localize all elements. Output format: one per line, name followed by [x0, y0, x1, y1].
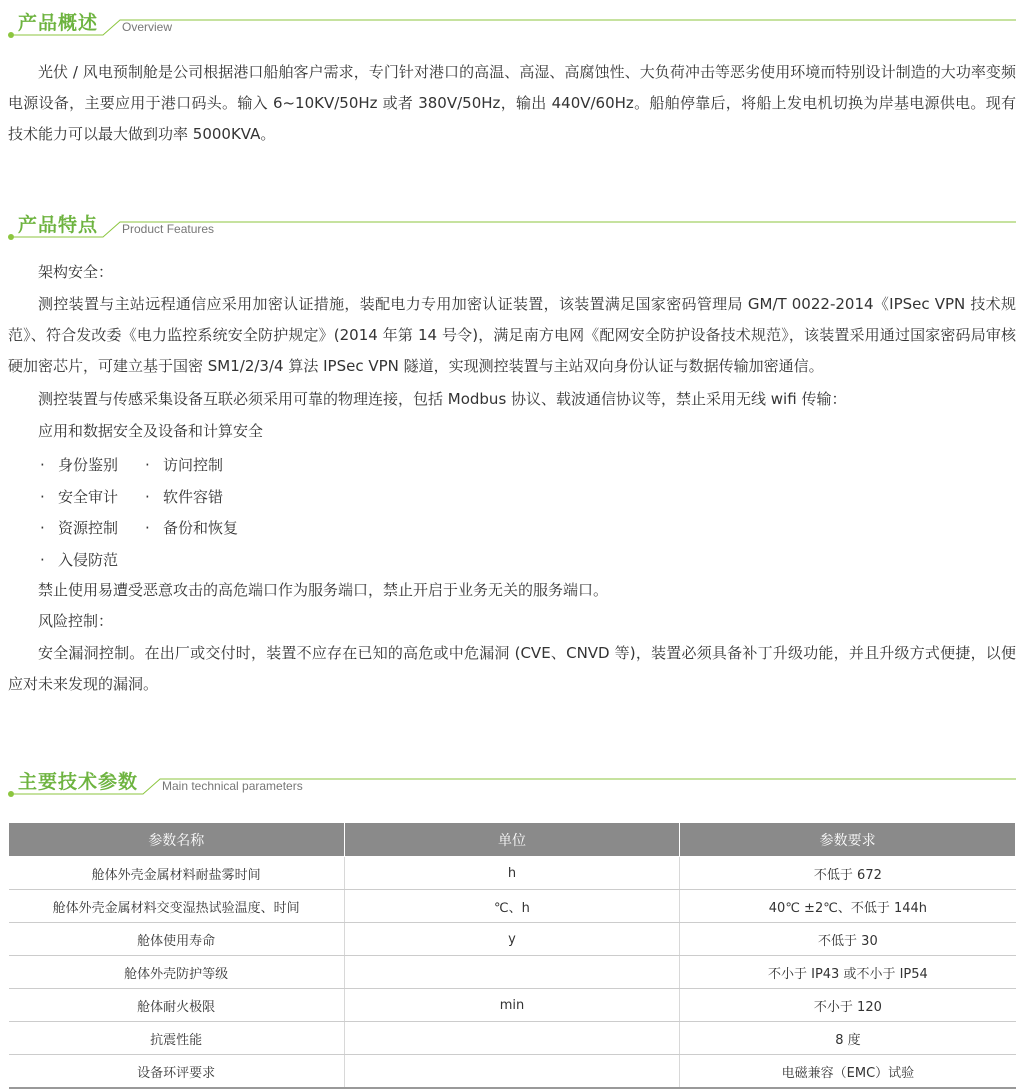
header-unit: 单位 [344, 823, 680, 857]
app-heading: 应用和数据安全及设备和计算安全 [38, 422, 264, 440]
table-row [9, 1055, 1016, 1089]
header-param-name: 参数名称 [9, 823, 345, 857]
overview-dot [8, 32, 14, 38]
param-requirement: 不低于 672 [680, 857, 1016, 890]
table-row [9, 857, 1016, 890]
param-unit: y [344, 923, 680, 956]
param-requirement: 不低于 30 [680, 923, 1016, 956]
params-header-line [0, 767, 1024, 799]
params-dot [8, 791, 14, 797]
bullet-item: · 身份鉴别 [40, 456, 119, 474]
overview-paragraph-block [8, 57, 1016, 150]
param-requirement: 8 度 [680, 1022, 1016, 1055]
overview-header [0, 8, 1024, 38]
bullet-item: · 软件容错 [145, 488, 224, 506]
params-subtitle: Main technical parameters [162, 779, 303, 793]
param-requirement: 40℃ ±2℃、不低于 144h [680, 890, 1016, 923]
risk-para-block [8, 638, 1016, 700]
param-name: 抗震性能 [9, 1022, 345, 1055]
bullet-mark: · [145, 488, 150, 506]
param-unit: min [344, 989, 680, 1022]
header-requirement: 参数要求 [680, 823, 1016, 857]
param-unit: h [344, 857, 680, 890]
table-header-row [9, 823, 1016, 857]
table-row [9, 956, 1016, 989]
param-name: 舱体使用寿命 [9, 923, 345, 956]
table-row [9, 1022, 1016, 1055]
bullet-item: · 安全审计 [40, 488, 119, 506]
bullet-item: · 访问控制 [145, 456, 224, 474]
param-requirement: 电磁兼容（EMC）试验 [680, 1055, 1016, 1089]
bullet-mark: · [40, 456, 45, 474]
param-name: 舱体外壳金属材料交变湿热试验温度、时间 [9, 890, 345, 923]
risk-paragraph: 安全漏洞控制。在出厂或交付时，装置不应存在已知的高危或中危漏洞 (CVE、CNVD 等)，装置必须具备补丁升级功能，并且升级方式便捷，以便应对未来发现的漏洞。 [8, 644, 1016, 693]
table-row [9, 989, 1016, 1022]
param-unit [344, 1022, 680, 1055]
param-requirement: 不小于 IP43 或不小于 IP54 [680, 956, 1016, 989]
param-unit: ℃、h [344, 890, 680, 923]
params-table [8, 822, 1016, 1089]
param-unit [344, 956, 680, 989]
param-name: 舱体外壳防护等级 [9, 956, 345, 989]
params-title: 主要技术参数 [18, 771, 139, 793]
bullet-item: · 资源控制 [40, 519, 119, 537]
table-row [9, 923, 1016, 956]
ports-text: 禁止使用易遭受恶意攻击的高危端口作为服务端口，禁止开启于业务无关的服务端口。 [38, 581, 609, 599]
bullet-mark: · [40, 551, 45, 569]
param-name: 舱体外壳金属材料耐盐雾时间 [9, 857, 345, 890]
features-header [0, 210, 1024, 240]
param-requirement: 不小于 120 [680, 989, 1016, 1022]
bullet-mark: · [40, 488, 45, 506]
param-name: 舱体耐火极限 [9, 989, 345, 1022]
table-row [9, 890, 1016, 923]
risk-heading: 风险控制： [38, 612, 114, 630]
features-para2: 测控装置与传感采集设备互联必须采用可靠的物理连接，包括 Modbus 协议、载波通信协议等，禁止采用无线 wifi 传输： [38, 390, 847, 408]
bullet-item: · 入侵防范 [40, 551, 119, 569]
bullet-mark: · [145, 456, 150, 474]
bullet-mark: · [40, 519, 45, 537]
param-name: 设备环评要求 [9, 1055, 345, 1089]
overview-subtitle: Overview [122, 20, 173, 34]
features-dot [8, 234, 14, 240]
bullet-item: · 备份和恢复 [145, 519, 239, 537]
features-para1: 测控装置与主站远程通信应采用加密认证措施，装配电力专用加密认证装置，该装置满足国家密码管理局 GM/T 0022-2014《IPSec VPN 技术规范》、符合发改委《电力监控系统安全防护规定》(2014 年第 14 号令)，满足南方电网《配网安全防护设备技术规范》，该装置采用通过国家密码局审核硬加密芯片，可建立基于国密 SM1/2/3/4 算法 IPSec VPN 隧道，实现测控装置与主站双向身份认证与数据传输加密通信。 [8, 295, 1016, 375]
bullet-mark: · [145, 519, 150, 537]
arch-heading: 架构安全： [38, 263, 114, 281]
param-unit [344, 1055, 680, 1089]
overview-title: 产品概述 [18, 12, 99, 34]
params-header [0, 767, 1024, 797]
features-para1-block [8, 289, 1016, 382]
overview-paragraph: 光伏 / 风电预制舱是公司根据港口船舶客户需求，专门针对港口的高温、高湿、高腐蚀性、大负荷冲击等恶劣使用环境而特别设计制造的大功率变频电源设备，主要应用于港口码头。输入 6~10KV/50Hz 或者 380V/50Hz，输出 440V/60Hz。船舶停靠后，将船上发电机切换为岸基电源供电。现有技术能力可以最大做到功率 5000KVA。 [8, 63, 1016, 143]
features-title: 产品特点 [18, 214, 99, 236]
features-subtitle: Product Features [122, 222, 215, 236]
